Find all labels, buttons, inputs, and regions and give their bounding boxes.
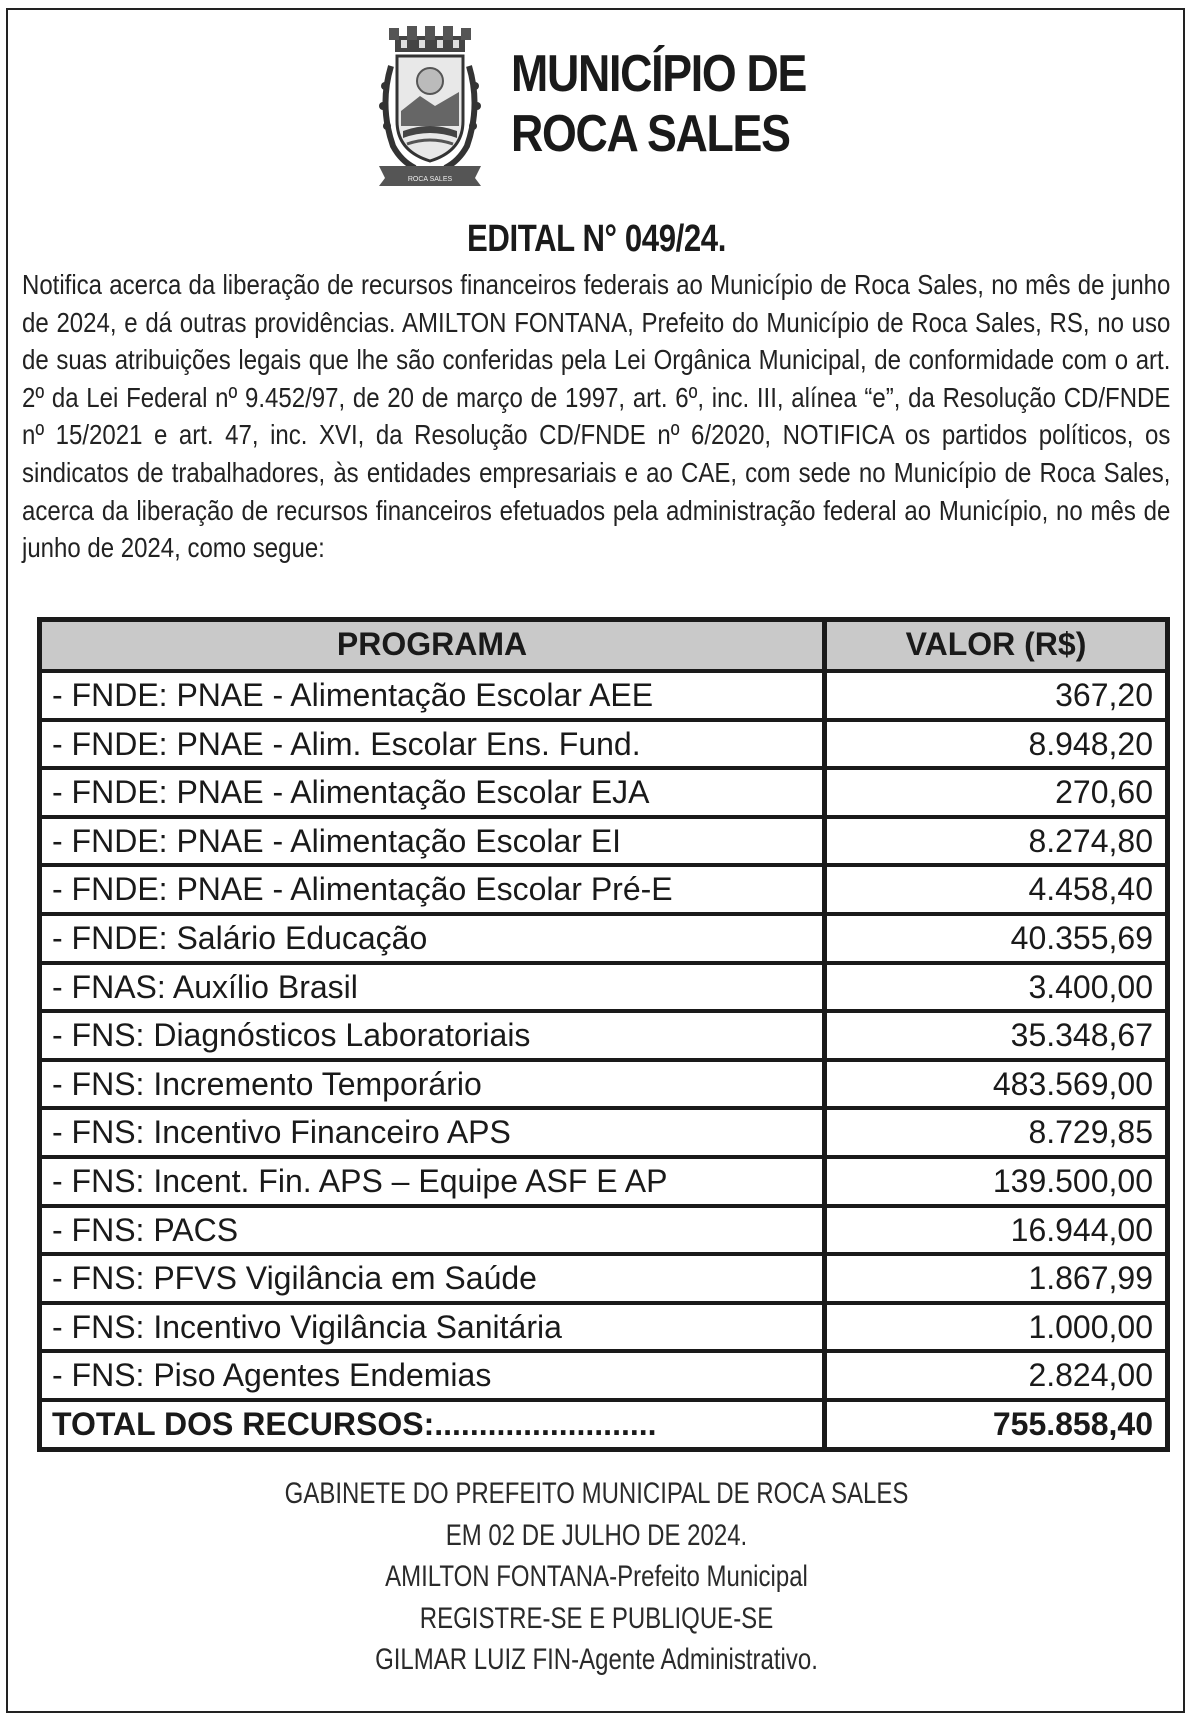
- programa-cell: - FNS: Piso Agentes Endemias: [42, 1353, 827, 1398]
- valor-cell: 8.274,80: [1028, 822, 1153, 859]
- table-row: [42, 1058, 1165, 1107]
- table-row: [42, 815, 1165, 864]
- programa-cell: - FNDE: PNAE - Alimentação Escolar AEE: [42, 673, 827, 718]
- svg-text:ROCA SALES: ROCA SALES: [407, 176, 453, 183]
- footer-line-3: AMILTON FONTANA-Prefeito Municipal: [385, 1560, 808, 1593]
- programa-cell: - FNS: Incremento Temporário: [42, 1062, 827, 1107]
- programa-cell: - FNDE: PNAE - Alimentação Escolar Pré-E: [42, 867, 827, 912]
- municipality-title: [511, 44, 806, 164]
- valor-cell: 4.458,40: [1028, 871, 1153, 908]
- title-line-1: MUNICÍPIO DE: [511, 45, 807, 103]
- table-row: [42, 669, 1165, 718]
- programa-cell: - FNAS: Auxílio Brasil: [42, 965, 827, 1010]
- valor-cell: 40.355,69: [1010, 919, 1153, 956]
- table-row: [42, 1009, 1165, 1058]
- valor-cell: 2.824,00: [1028, 1357, 1153, 1394]
- table-row: [42, 961, 1165, 1010]
- edital-title: EDITAL N° 049/24.: [467, 218, 726, 260]
- valor-cell: 8.729,85: [1028, 1114, 1153, 1151]
- edital-body-text: Notifica acerca da liberação de recursos financeiros federais ao Município de Roca Sales, no mês de junho de 2024, e dá outras providências. AMILTON FONTANA, Prefeito do Município de Roca Sales, RS, no uso de suas atribuições legais que lhe são conferidas pela Lei Orgânica Municipal, de conformidade com o art. 2º da Lei Federal nº 9.452/97, de 20 de março de 1997, art. 6º, inc. III, alínea “e”, da Resolução CD/FNDE nº 15/2021 e art. 47, inc. XVI, da Resolução CD/FNDE nº 6/2020, NOTIFICA os partidos políticos, os sindicatos de trabalhadores, às entidades empresariais e ao CAE, com sede no Município de Roca Sales, acerca da liberação de recursos financeiros efetuados pela administração federal ao Município, no mês de junho de 2024, como segue:: [22, 269, 1171, 564]
- table-row: [42, 1106, 1165, 1155]
- programa-cell: - FNDE: PNAE - Alimentação Escolar EJA: [42, 770, 827, 815]
- edital-body: [22, 266, 1171, 567]
- total-value: 755.858,40: [992, 1405, 1153, 1442]
- table-row: [42, 863, 1165, 912]
- table-header-row: [42, 622, 1165, 669]
- footer-line-4: REGISTRE-SE E PUBLIQUE-SE: [419, 1601, 774, 1635]
- table-row: [42, 1204, 1165, 1253]
- resources-table: [37, 617, 1170, 1452]
- programa-cell: - FNDE: Salário Educação: [42, 916, 827, 961]
- valor-cell: 1.000,00: [1028, 1308, 1153, 1345]
- valor-cell: 35.348,67: [1010, 1017, 1153, 1054]
- programa-cell: - FNDE: PNAE - Alim. Escolar Ens. Fund.: [42, 722, 827, 767]
- table-row: [42, 766, 1165, 815]
- valor-cell: 3.400,00: [1028, 968, 1153, 1005]
- programa-cell: - FNS: Incentivo Financeiro APS: [42, 1110, 827, 1155]
- total-label: TOTAL DOS RECURSOS:.........................: [42, 1402, 827, 1447]
- valor-cell: 367,20: [1055, 677, 1153, 713]
- table-row: [42, 718, 1165, 767]
- signature-block: [0, 1473, 1193, 1681]
- table-row: [42, 912, 1165, 961]
- valor-cell: 270,60: [1055, 774, 1153, 811]
- table-row: [42, 1252, 1165, 1301]
- programa-cell: - FNS: Incentivo Vigilância Sanitária: [42, 1305, 827, 1350]
- table-row: [42, 1155, 1165, 1204]
- footer-line-2: EM 02 DE JULHO DE 2024.: [445, 1518, 748, 1552]
- table-total-row: [42, 1398, 1165, 1447]
- valor-cell: 8.948,20: [1028, 725, 1153, 762]
- coat-of-arms-icon: [375, 26, 485, 186]
- valor-cell: 1.867,99: [1028, 1260, 1153, 1297]
- footer-line-5: GILMAR LUIZ FIN-Agente Administrativo.: [375, 1643, 818, 1676]
- valor-cell: 139.500,00: [992, 1162, 1153, 1199]
- programa-cell: - FNS: Diagnósticos Laboratoriais: [42, 1013, 827, 1058]
- title-line-2: ROCA SALES: [511, 105, 790, 163]
- column-header-programa: PROGRAMA: [42, 622, 827, 669]
- valor-cell: 483.569,00: [992, 1065, 1153, 1102]
- programa-cell: - FNS: PFVS Vigilância em Saúde: [42, 1256, 827, 1301]
- programa-cell: - FNS: PACS: [42, 1208, 827, 1253]
- table-body: [42, 669, 1165, 1398]
- table-row: [42, 1301, 1165, 1350]
- footer-line-1: GABINETE DO PREFEITO MUNICIPAL DE ROCA SALES: [284, 1477, 909, 1510]
- programa-cell: - FNDE: PNAE - Alimentação Escolar EI: [42, 819, 827, 864]
- column-header-valor: VALOR (R$): [905, 626, 1087, 662]
- valor-cell: 16.944,00: [1010, 1211, 1153, 1248]
- programa-cell: - FNS: Incent. Fin. APS – Equipe ASF E AP: [42, 1159, 827, 1204]
- header: [375, 26, 895, 198]
- table-row: [42, 1349, 1165, 1398]
